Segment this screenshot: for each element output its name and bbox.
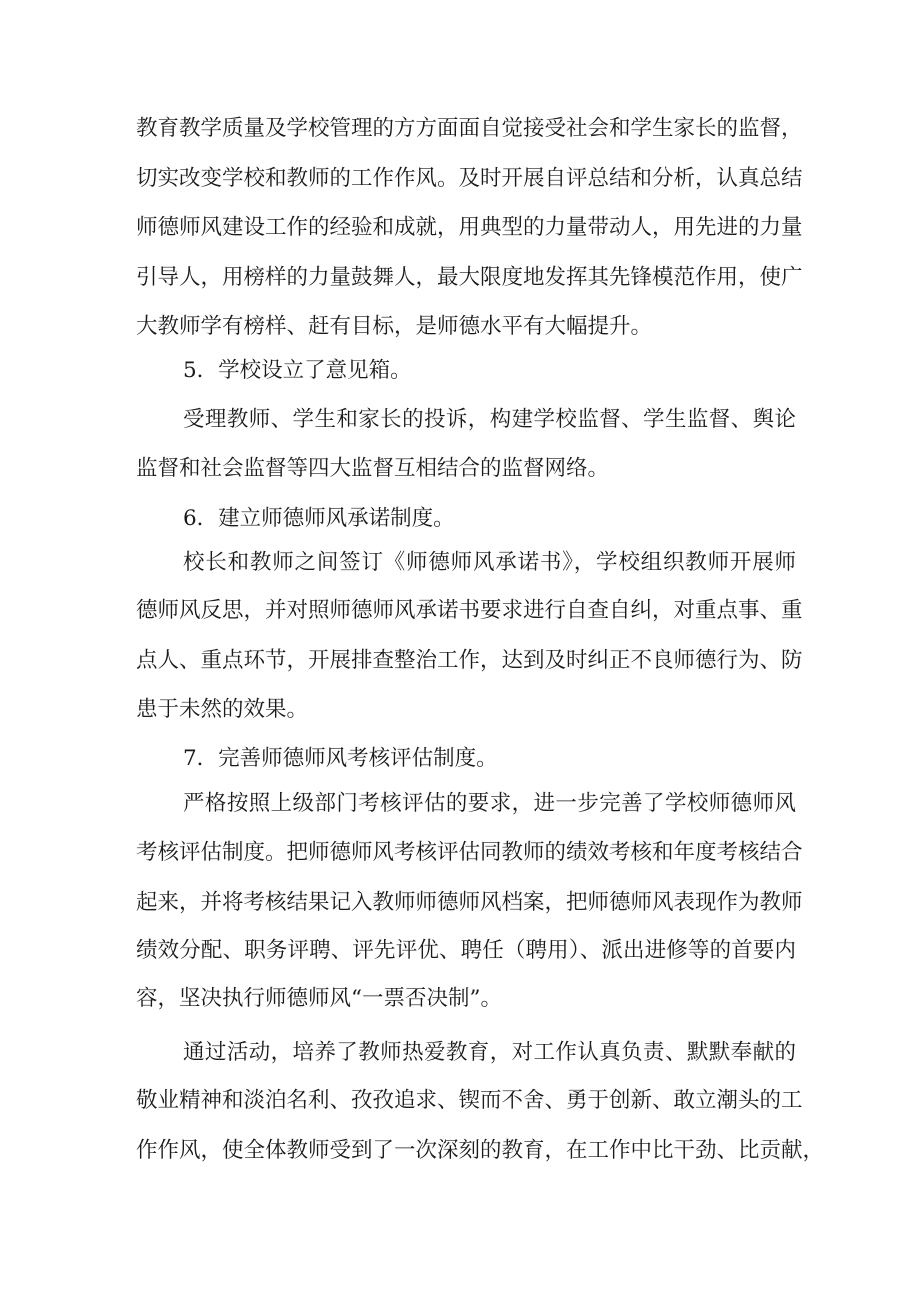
paragraph-line: 切实改变学校和教师的工作作风。及时开展自评总结和分析，认真总结 [136,166,803,191]
paragraph-line: 教育教学质量及学校管理的方方面面自觉接受社会和学生家长的监督， [136,116,803,141]
paragraph-line: 监督和社会监督等四大监督互相结合的监督网络。 [136,456,610,481]
paragraph-line: 受理教师、学生和家长的投诉，构建学校监督、学生监督、舆论 [183,407,796,432]
paragraph-line: 容，坚决执行师德师风“一票否决制”。 [136,986,502,1011]
paragraph-line: 严格按照上级部门考核评估的要求，进一步完善了学校师德师风 [183,791,796,816]
paragraph-line: 师德师风建设工作的经验和成就，用典型的力量带动人，用先进的力量 [136,215,803,240]
paragraph-line: 敬业精神和淡泊名利、孜孜追求、锲而不舍、勇于创新、敢立潮头的工 [136,1088,803,1113]
paragraph-line: 起来，并将考核结果记入教师师德师风档案，把师德师风表现作为教师 [136,890,803,915]
paragraph-line: 校长和教师之间签订《师德师风承诺书》，学校组织教师开展师 [183,550,796,575]
paragraph-line: 点人、重点环节，开展排查整治工作，达到及时纠正不良师德行为、防 [136,648,803,673]
paragraph-line: 德师风反思，并对照师德师风承诺书要求进行自查自纠，对重点事、重 [136,598,803,623]
section-heading-5: 5．学校设立了意见箱。 [183,358,412,383]
paragraph-line: 通过活动，培养了教师热爱教育，对工作认真负责、默默奉献的 [183,1040,796,1065]
section-heading-6: 6．建立师德师风承诺制度。 [183,506,455,531]
paragraph-line: 绩效分配、职务评聘、评先评优、聘任（聘用）、派出进修等的首要内 [136,938,796,963]
paragraph-line: 引导人，用榜样的力量鼓舞人，最大限度地发挥其先锋模范作用，使广 [136,265,803,290]
section-heading-7: 7．完善师德师风考核评估制度。 [183,746,498,771]
paragraph-line: 考核评估制度。把师德师风考核评估同教师的绩效考核和年度考核结合 [136,840,803,865]
paragraph-line: 患于未然的效果。 [136,697,309,722]
paragraph-line: 大教师学有榜样、赶有目标，是师德水平有大幅提升。 [136,314,653,339]
paragraph-line: 作作风，使全体教师受到了一次深刻的教育，在工作中比干劲、比贡献， [136,1138,825,1163]
